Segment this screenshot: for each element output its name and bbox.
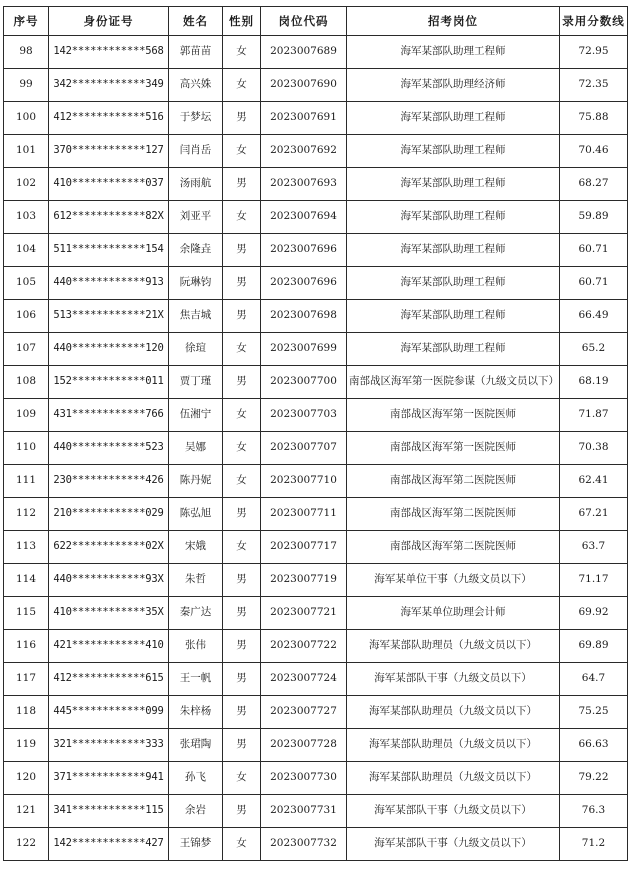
cell-post: 南部战区海军第一医院参谋（九级文员以下） [347, 366, 560, 399]
cell-post-code: 2023007730 [261, 762, 347, 795]
cell-score: 70.38 [560, 432, 628, 465]
cell-post: 海军某部队干事（九级文员以下） [347, 828, 560, 861]
cell-id-number: 440************523 [49, 432, 169, 465]
cell-name: 陈弘旭 [169, 498, 223, 531]
cell-name: 阮琳钧 [169, 267, 223, 300]
table-row [4, 729, 628, 762]
cell-id-number: 440************913 [49, 267, 169, 300]
cell-post: 南部战区海军第二医院医师 [347, 465, 560, 498]
table-row [4, 828, 628, 861]
cell-name: 秦广达 [169, 597, 223, 630]
cell-id-number: 612************82X [49, 201, 169, 234]
cell-post-code: 2023007699 [261, 333, 347, 366]
cell-gender: 女 [223, 828, 261, 861]
cell-post: 海军某部队助理工程师 [347, 36, 560, 69]
cell-score: 60.71 [560, 234, 628, 267]
cell-seq: 102 [4, 168, 49, 201]
cell-name: 朱哲 [169, 564, 223, 597]
cell-id-number: 230************426 [49, 465, 169, 498]
cell-id-number: 445************099 [49, 696, 169, 729]
cell-gender: 男 [223, 300, 261, 333]
table-row [4, 267, 628, 300]
header-seq: 序号 [4, 7, 49, 36]
cell-score: 75.88 [560, 102, 628, 135]
cell-score: 59.89 [560, 201, 628, 234]
table-row [4, 762, 628, 795]
cell-gender: 女 [223, 465, 261, 498]
cell-seq: 111 [4, 465, 49, 498]
cell-gender: 女 [223, 135, 261, 168]
cell-score: 76.3 [560, 795, 628, 828]
cell-name: 张珺陶 [169, 729, 223, 762]
cell-gender: 女 [223, 36, 261, 69]
cell-post: 海军某部队助理工程师 [347, 300, 560, 333]
table-row [4, 531, 628, 564]
cell-post-code: 2023007703 [261, 399, 347, 432]
cell-seq: 107 [4, 333, 49, 366]
cell-name: 伍湘宁 [169, 399, 223, 432]
cell-name: 郭苗苗 [169, 36, 223, 69]
cell-name: 陈丹妮 [169, 465, 223, 498]
cell-post: 南部战区海军第二医院医师 [347, 498, 560, 531]
table-row [4, 465, 628, 498]
cell-name: 王锦梦 [169, 828, 223, 861]
cell-name: 贾丁瑾 [169, 366, 223, 399]
cell-gender: 女 [223, 333, 261, 366]
cell-seq: 122 [4, 828, 49, 861]
cell-post-code: 2023007719 [261, 564, 347, 597]
cell-post: 海军某部队助理工程师 [347, 168, 560, 201]
cell-id-number: 513************21X [49, 300, 169, 333]
table-row [4, 630, 628, 663]
cell-seq: 110 [4, 432, 49, 465]
cell-seq: 109 [4, 399, 49, 432]
cell-score: 65.2 [560, 333, 628, 366]
table-row [4, 432, 628, 465]
cell-score: 68.27 [560, 168, 628, 201]
table-row [4, 135, 628, 168]
cell-post: 海军某部队助理员（九级文员以下） [347, 729, 560, 762]
cell-id-number: 421************410 [49, 630, 169, 663]
header-post: 招考岗位 [347, 7, 560, 36]
cell-post: 海军某部队助理工程师 [347, 201, 560, 234]
cell-score: 64.7 [560, 663, 628, 696]
cell-seq: 101 [4, 135, 49, 168]
cell-id-number: 371************941 [49, 762, 169, 795]
cell-name: 张伟 [169, 630, 223, 663]
cell-post-code: 2023007711 [261, 498, 347, 531]
cell-seq: 121 [4, 795, 49, 828]
cell-score: 71.17 [560, 564, 628, 597]
cell-post-code: 2023007694 [261, 201, 347, 234]
cell-seq: 116 [4, 630, 49, 663]
cell-post-code: 2023007696 [261, 234, 347, 267]
table-row [4, 663, 628, 696]
cell-seq: 108 [4, 366, 49, 399]
cell-id-number: 370************127 [49, 135, 169, 168]
header-gender: 性别 [223, 7, 261, 36]
cell-id-number: 410************35X [49, 597, 169, 630]
cell-post: 海军某部队助理工程师 [347, 333, 560, 366]
cell-post: 海军某部队助理工程师 [347, 102, 560, 135]
table-row [4, 399, 628, 432]
cell-id-number: 152************011 [49, 366, 169, 399]
cell-gender: 女 [223, 69, 261, 102]
cell-id-number: 511************154 [49, 234, 169, 267]
cell-seq: 106 [4, 300, 49, 333]
cell-seq: 115 [4, 597, 49, 630]
cell-gender: 男 [223, 597, 261, 630]
cell-score: 62.41 [560, 465, 628, 498]
cell-name: 吴娜 [169, 432, 223, 465]
cell-post-code: 2023007691 [261, 102, 347, 135]
cell-name: 闫肖岳 [169, 135, 223, 168]
header-name: 姓名 [169, 7, 223, 36]
cell-post: 海军某部队助理员（九级文员以下） [347, 762, 560, 795]
table-row [4, 498, 628, 531]
header-post-code: 岗位代码 [261, 7, 347, 36]
cell-seq: 118 [4, 696, 49, 729]
cell-score: 69.92 [560, 597, 628, 630]
cell-id-number: 440************93X [49, 564, 169, 597]
cell-name: 焦吉城 [169, 300, 223, 333]
cell-post-code: 2023007692 [261, 135, 347, 168]
table-body [4, 36, 628, 861]
cell-seq: 99 [4, 69, 49, 102]
cell-post-code: 2023007731 [261, 795, 347, 828]
cell-gender: 男 [223, 234, 261, 267]
cell-name: 徐瑄 [169, 333, 223, 366]
cell-post-code: 2023007732 [261, 828, 347, 861]
cell-post: 海军某部队干事（九级文员以下） [347, 663, 560, 696]
cell-id-number: 210************029 [49, 498, 169, 531]
cell-post-code: 2023007689 [261, 36, 347, 69]
cell-id-number: 412************615 [49, 663, 169, 696]
cell-score: 71.87 [560, 399, 628, 432]
cell-gender: 男 [223, 498, 261, 531]
cell-seq: 100 [4, 102, 49, 135]
cell-name: 朱梓杨 [169, 696, 223, 729]
table-row [4, 333, 628, 366]
cell-seq: 113 [4, 531, 49, 564]
cell-post-code: 2023007721 [261, 597, 347, 630]
cell-post: 海军某单位干事（九级文员以下） [347, 564, 560, 597]
cell-post: 海军某部队助理员（九级文员以下） [347, 630, 560, 663]
cell-score: 63.7 [560, 531, 628, 564]
cell-score: 69.89 [560, 630, 628, 663]
table-row [4, 795, 628, 828]
cell-name: 余岩 [169, 795, 223, 828]
cell-post-code: 2023007707 [261, 432, 347, 465]
cell-post-code: 2023007710 [261, 465, 347, 498]
cell-name: 宋娥 [169, 531, 223, 564]
cell-gender: 男 [223, 168, 261, 201]
cell-post-code: 2023007727 [261, 696, 347, 729]
table-row [4, 696, 628, 729]
cell-post: 海军某部队干事（九级文员以下） [347, 795, 560, 828]
cell-post: 南部战区海军第一医院医师 [347, 432, 560, 465]
cell-score: 72.95 [560, 36, 628, 69]
cell-seq: 119 [4, 729, 49, 762]
cell-name: 刘亚平 [169, 201, 223, 234]
cell-seq: 104 [4, 234, 49, 267]
cell-id-number: 142************568 [49, 36, 169, 69]
cell-seq: 98 [4, 36, 49, 69]
cell-score: 60.71 [560, 267, 628, 300]
cell-post: 海军某部队助理工程师 [347, 234, 560, 267]
cell-score: 75.25 [560, 696, 628, 729]
cell-post-code: 2023007724 [261, 663, 347, 696]
cell-id-number: 410************037 [49, 168, 169, 201]
cell-id-number: 342************349 [49, 69, 169, 102]
cell-gender: 男 [223, 267, 261, 300]
cell-gender: 女 [223, 201, 261, 234]
table-row [4, 366, 628, 399]
cell-gender: 男 [223, 564, 261, 597]
cell-gender: 男 [223, 795, 261, 828]
cell-name: 王一帆 [169, 663, 223, 696]
cell-id-number: 622************02X [49, 531, 169, 564]
cell-name: 孙飞 [169, 762, 223, 795]
cell-seq: 112 [4, 498, 49, 531]
cell-post-code: 2023007696 [261, 267, 347, 300]
cell-seq: 114 [4, 564, 49, 597]
table-row [4, 597, 628, 630]
cell-post: 海军某单位助理会计师 [347, 597, 560, 630]
table-row [4, 102, 628, 135]
header-id-number: 身份证号 [49, 7, 169, 36]
cell-post: 南部战区海军第二医院医师 [347, 531, 560, 564]
cell-post-code: 2023007700 [261, 366, 347, 399]
cell-seq: 105 [4, 267, 49, 300]
cell-gender: 女 [223, 432, 261, 465]
table-row [4, 168, 628, 201]
cell-seq: 117 [4, 663, 49, 696]
cell-gender: 男 [223, 366, 261, 399]
cell-name: 余隆垚 [169, 234, 223, 267]
cell-gender: 女 [223, 531, 261, 564]
cell-gender: 女 [223, 399, 261, 432]
table-row [4, 300, 628, 333]
cell-id-number: 440************120 [49, 333, 169, 366]
cell-gender: 男 [223, 102, 261, 135]
admission-table [3, 6, 628, 861]
header-score: 录用分数线 [560, 7, 628, 36]
cell-id-number: 341************115 [49, 795, 169, 828]
cell-id-number: 321************333 [49, 729, 169, 762]
cell-seq: 103 [4, 201, 49, 234]
cell-gender: 女 [223, 762, 261, 795]
cell-post-code: 2023007722 [261, 630, 347, 663]
cell-gender: 男 [223, 696, 261, 729]
cell-gender: 男 [223, 630, 261, 663]
table-row [4, 36, 628, 69]
cell-post-code: 2023007717 [261, 531, 347, 564]
cell-post-code: 2023007698 [261, 300, 347, 333]
cell-post: 海军某部队助理工程师 [347, 267, 560, 300]
cell-name: 汤雨航 [169, 168, 223, 201]
table-header-row [4, 7, 628, 36]
cell-post: 海军某部队助理工程师 [347, 135, 560, 168]
table-row [4, 69, 628, 102]
cell-post-code: 2023007690 [261, 69, 347, 102]
table-row [4, 564, 628, 597]
cell-post: 南部战区海军第一医院医师 [347, 399, 560, 432]
cell-score: 79.22 [560, 762, 628, 795]
cell-id-number: 412************516 [49, 102, 169, 135]
cell-id-number: 142************427 [49, 828, 169, 861]
cell-score: 68.19 [560, 366, 628, 399]
cell-id-number: 431************766 [49, 399, 169, 432]
cell-gender: 男 [223, 729, 261, 762]
cell-score: 71.2 [560, 828, 628, 861]
cell-name: 于梦坛 [169, 102, 223, 135]
cell-post: 海军某部队助理经济师 [347, 69, 560, 102]
cell-post-code: 2023007693 [261, 168, 347, 201]
cell-score: 66.63 [560, 729, 628, 762]
cell-seq: 120 [4, 762, 49, 795]
cell-score: 66.49 [560, 300, 628, 333]
cell-score: 72.35 [560, 69, 628, 102]
cell-name: 高兴姝 [169, 69, 223, 102]
cell-gender: 男 [223, 663, 261, 696]
cell-score: 67.21 [560, 498, 628, 531]
cell-post: 海军某部队助理员（九级文员以下） [347, 696, 560, 729]
table-row [4, 234, 628, 267]
cell-score: 70.46 [560, 135, 628, 168]
table-row [4, 201, 628, 234]
cell-post-code: 2023007728 [261, 729, 347, 762]
